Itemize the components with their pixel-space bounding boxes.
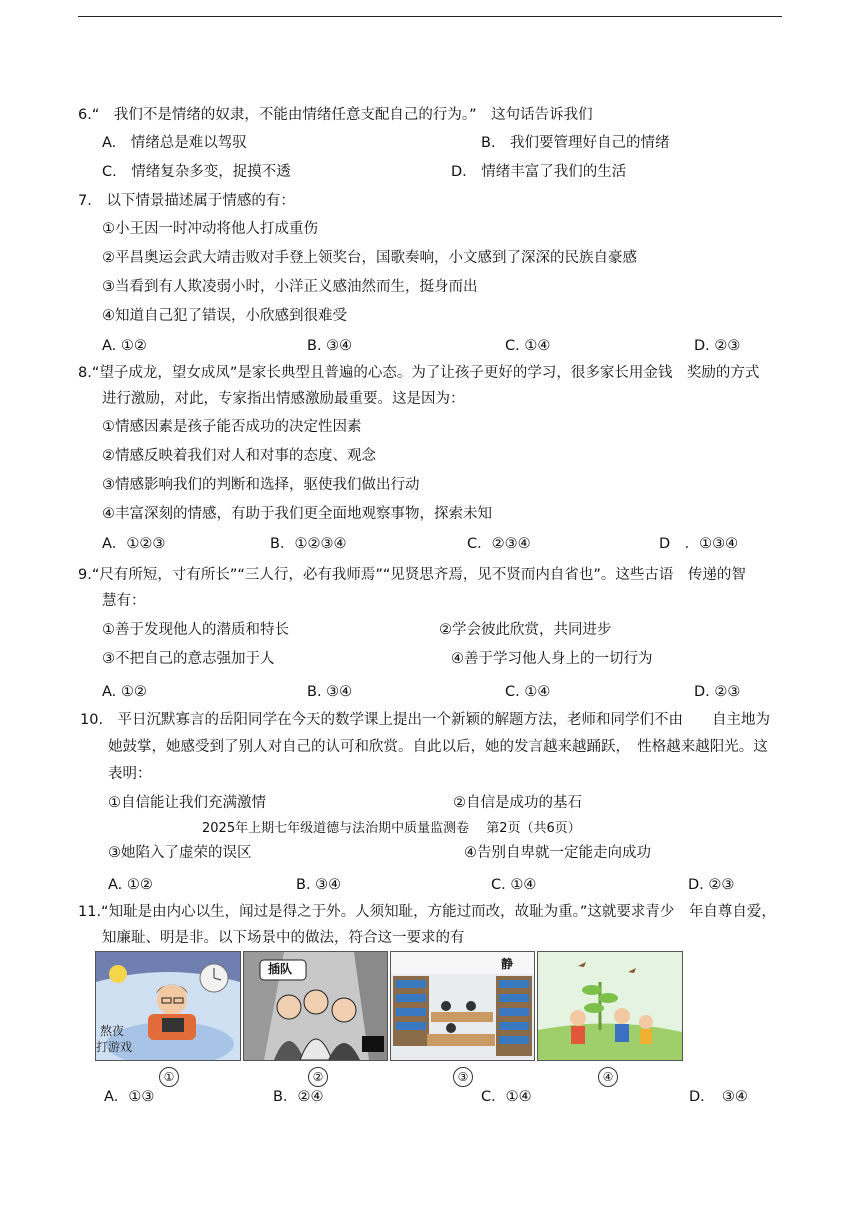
q6-option-c[interactable]: C. 情绪复杂多变，捉摸不透 <box>102 164 291 180</box>
q11-image-1-caption-line1: 熬夜 <box>100 1024 125 1038</box>
q11-image-4-planting-trees <box>537 951 683 1061</box>
q11-option-b[interactable]: B．②④ <box>273 1089 324 1105</box>
q11-image-3-sign: 静 <box>501 957 514 971</box>
q11-image-1-caption-line2: 打游戏 <box>96 1040 133 1054</box>
q10-stem-line1: 10. 平日沉默寡言的岳阳同学在今天的数学课上提出一个新颖的解题方法，老师和同学们不由 自主地为 <box>80 712 771 728</box>
q9-stem-line2: 慧有： <box>102 593 146 609</box>
q6-stem: 6.“ 我们不是情绪的奴隶，不能由情绪任意支配自己的行为。” 这句话告诉我们 <box>78 107 593 123</box>
q7-option-c[interactable]: C. ①④ <box>505 338 551 354</box>
header-rule <box>78 16 782 17</box>
q8-option-a[interactable]: A．①②③ <box>102 536 166 552</box>
q7-item-3: ③当看到有人欺凌弱小时，小洋正义感油然而生，挺身而出 <box>102 279 478 295</box>
q7-stem: 7. 以下情景描述属于情感的有： <box>78 193 295 209</box>
q8-item-3: ③情感影响我们的判断和选择，驱使我们做出行动 <box>102 477 420 493</box>
q10-option-b[interactable]: B. ③④ <box>296 877 342 893</box>
q10-item-4: ④告别自卑就一定能走向成功 <box>464 845 651 861</box>
queue-illustration <box>244 952 387 1060</box>
q7-item-2: ②平昌奥运会武大靖击败对手登上领奖台，国歌奏响，小文感到了深深的民族自豪感 <box>102 250 637 266</box>
q8-item-4: ④丰富深刻的情感，有助于我们更全面地观察事物，探索未知 <box>102 506 492 522</box>
q6-option-b[interactable]: B. 我们要管理好自己的情绪 <box>481 135 670 151</box>
q11-image-label-4: ④ <box>598 1067 618 1087</box>
q7-option-a[interactable]: A. ①② <box>102 338 147 354</box>
q9-item-3: ③不把自己的意志强加于人 <box>102 651 275 667</box>
q7-option-b[interactable]: B. ③④ <box>307 338 353 354</box>
q6-option-d[interactable]: D. 情绪丰富了我们的生活 <box>451 164 627 180</box>
q9-option-b[interactable]: B. ③④ <box>307 684 353 700</box>
q9-item-1: ①善于发现他人的潜质和特长 <box>102 622 289 638</box>
q10-item-1: ①自信能让我们充满激情 <box>108 795 266 811</box>
q8-stem-line1: 8.“望子成龙，望女成凤”是家长典型且普遍的心态。为了让孩子更好的学习，很多家长用金钱 奖励的方式 <box>78 365 760 381</box>
q11-option-a[interactable]: A．①③ <box>104 1089 155 1105</box>
q7-item-1: ①小王因一时冲动将他人打成重伤 <box>102 221 318 237</box>
q8-item-1: ①情感因素是孩子能否成功的决定性因素 <box>102 419 362 435</box>
q11-image-label-2: ② <box>308 1067 328 1087</box>
q9-option-d[interactable]: D. ②③ <box>694 684 741 700</box>
q10-item-3: ③她陷入了虚荣的误区 <box>108 845 252 861</box>
q9-item-2: ②学会彼此欣赏，共同进步 <box>439 622 612 638</box>
q10-stem-line2: 她鼓掌，她感受到了别人对自己的认可和欣赏。自此以后，她的发言越来越踊跃， 性格越来越阳光。这 <box>108 739 768 755</box>
q8-option-c[interactable]: C．②③④ <box>467 536 531 552</box>
q11-stem-line1: 11.“知耻是由内心以生，闻过是得之于外。人须知耻，方能过而改，故耻为重。”这就要求青少 年自尊自爱， <box>78 904 776 920</box>
q8-stem-line2: 进行激励，对此，专家指出情感激励最重要。这是因为： <box>102 391 465 407</box>
q10-option-d[interactable]: D. ②③ <box>688 877 735 893</box>
q11-image-label-1: ① <box>159 1067 179 1087</box>
q11-stem-line2: 知廉耻、明是非。以下场景中的做法，符合这一要求的有 <box>102 930 465 946</box>
q6-option-a[interactable]: A. 情绪总是难以驾驭 <box>102 135 247 151</box>
q11-image-label-3: ③ <box>453 1067 473 1087</box>
q9-option-a[interactable]: A. ①② <box>102 684 147 700</box>
q10-option-a[interactable]: A. ①② <box>108 877 153 893</box>
q11-image-2-cutting-in-line <box>243 951 388 1061</box>
q8-option-d[interactable]: D ．①③④ <box>659 536 739 552</box>
q7-option-d[interactable]: D. ②③ <box>694 338 741 354</box>
q11-image-3-library <box>390 951 535 1061</box>
page-footer: 2025年上期七年级道德与法治期中质量监测卷 第2页（共6页） <box>202 821 581 836</box>
q9-item-4: ④善于学习他人身上的一切行为 <box>451 651 653 667</box>
q10-stem-line3: 表明： <box>108 766 152 782</box>
q11-option-d[interactable]: D． ③④ <box>689 1089 748 1105</box>
q10-item-2: ②自信是成功的基石 <box>453 795 582 811</box>
q8-item-2: ②情感反映着我们对人和对事的态度、观念 <box>102 448 376 464</box>
q11-option-c[interactable]: C．①④ <box>481 1089 532 1105</box>
q10-option-c[interactable]: C. ①④ <box>491 877 537 893</box>
planting-illustration <box>538 952 682 1060</box>
q9-option-c[interactable]: C. ①④ <box>505 684 551 700</box>
q11-image-2-sign: 插队 <box>268 962 293 976</box>
q7-item-4: ④知道自己犯了错误，小欣感到很难受 <box>102 308 347 324</box>
q8-option-b[interactable]: B．①②③④ <box>270 536 347 552</box>
q9-stem-line1: 9.“尺有所短，寸有所长”“三人行，必有我师焉”“见贤思齐焉，见不贤而内自省也”。这些古语 传递的智 <box>78 567 746 583</box>
